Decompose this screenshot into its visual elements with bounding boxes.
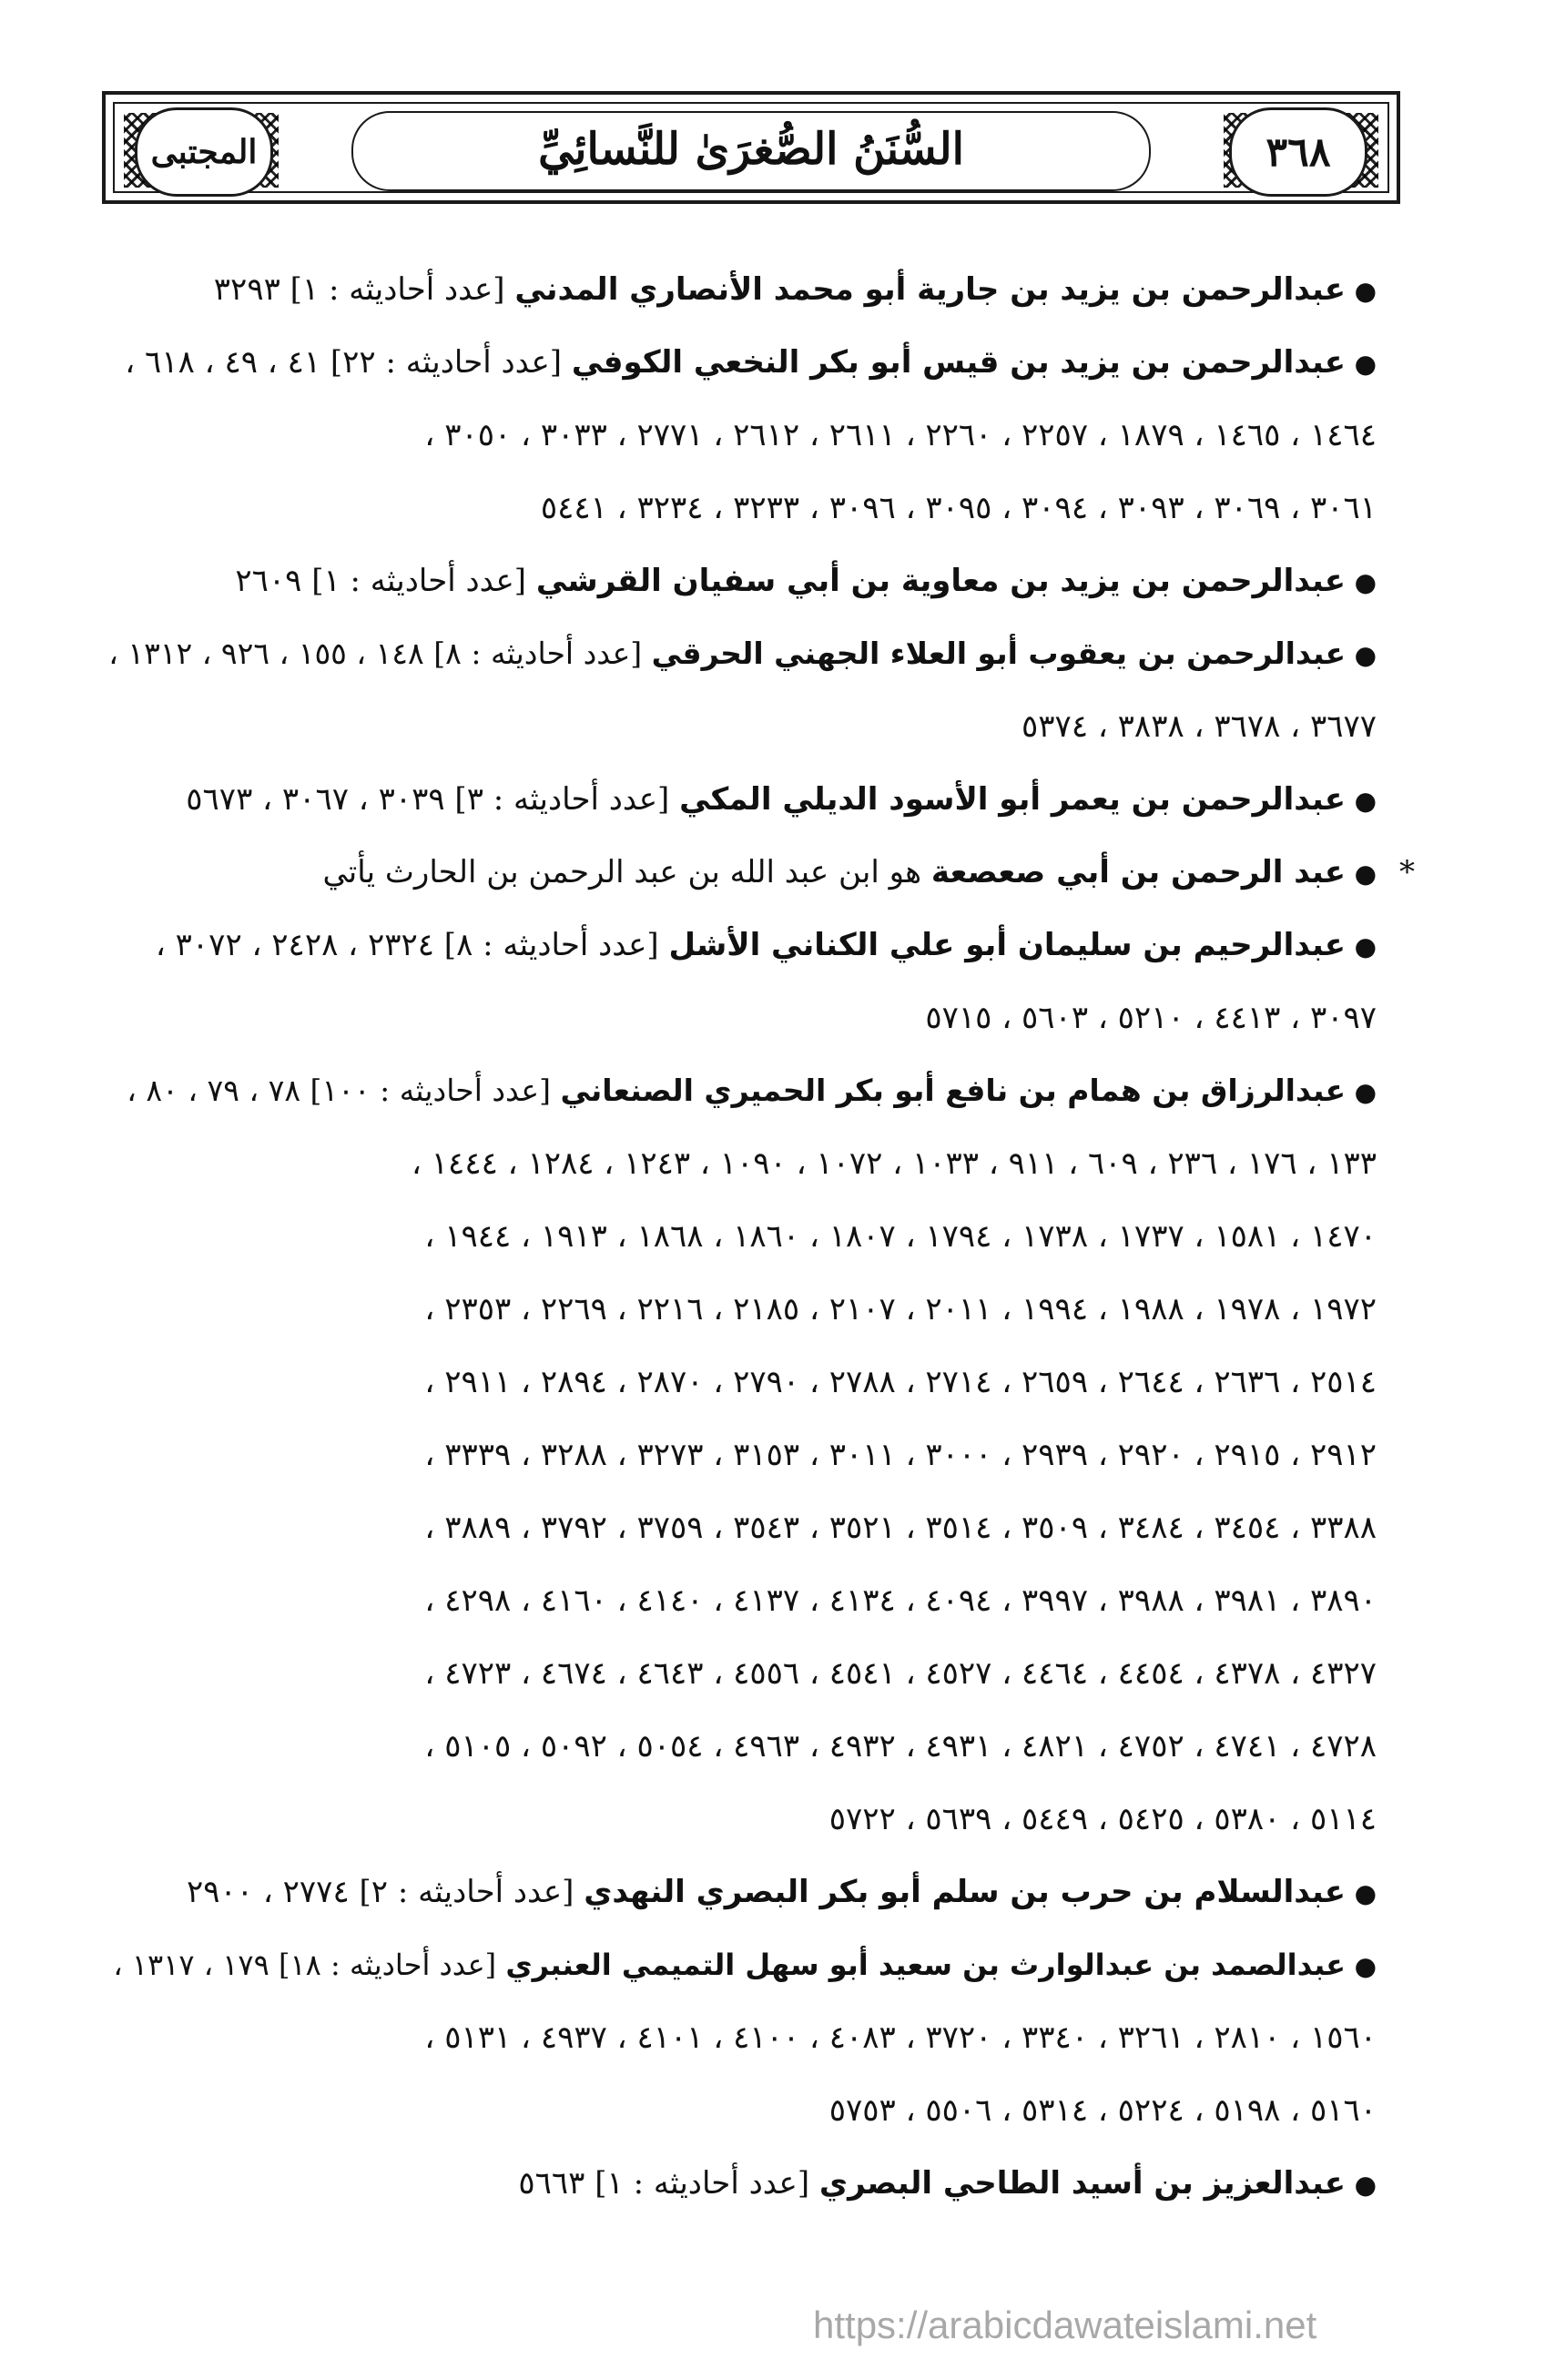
index-entry — [102, 617, 1377, 763]
entry-line — [102, 2147, 1377, 2220]
hadith-references: هو ابن عبد الله بن عبد الرحمن بن الحارث يأتي — [322, 854, 931, 890]
hadith-numbers-line: ٥١١٤ ، ٥٣٨٠ ، ٥٤٢٥ ، ٥٤٤٩ ، ٥٦٣٩ ، ٥٧٢٢ — [828, 1801, 1377, 1837]
hadith-numbers-line: ١٤٦٤ ، ١٤٦٥ ، ١٨٧٩ ، ٢٢٥٧ ، ٢٢٦٠ ، ٢٦١١ ، ٢٦١٢ ، ٢٧٧١ ، ٣٠٣٣ ، ٣٠٥٠ ، — [424, 417, 1377, 453]
page-number: ٣٦٨ — [1229, 107, 1367, 197]
index-entry — [102, 1856, 1377, 1928]
entry-line — [102, 763, 1377, 836]
asterisk-marker: * — [1399, 854, 1415, 890]
hadith-numbers-line: ٣٠٦١ ، ٣٠٦٩ ، ٣٠٩٣ ، ٣٠٩٤ ، ٣٠٩٥ ، ٣٠٩٦ ، ٣٢٣٣ ، ٣٢٣٤ ، ٥٤٤١ — [540, 490, 1377, 526]
hadith-references: [عدد أحاديثه : ٨] ٢٣٢٤ ، ٢٤٢٨ ، ٣٠٧٢ ، — [155, 927, 669, 963]
page-header — [102, 91, 1400, 204]
header-frame — [113, 102, 1389, 193]
narrator-name: عبدالرحمن بن يزيد بن معاوية بن أبي سفيان القرشي — [535, 563, 1346, 599]
entry-line — [102, 544, 1377, 617]
index-entry — [102, 253, 1377, 326]
entry-line — [102, 1856, 1377, 1928]
hadith-references: [عدد أحاديثه : ٨] ١٤٨ ، ١٥٥ ، ٩٢٦ ، ١٣١٢ ، — [108, 636, 652, 671]
narrator-name: عبدالسلام بن حرب بن سلم أبو بكر البصري النهدي — [584, 1874, 1346, 1910]
hadith-numbers-line: ٣٣٨٨ ، ٣٤٥٤ ، ٣٤٨٤ ، ٣٥٠٩ ، ٣٥١٤ ، ٣٥٢١ ، ٣٥٤٣ ، ٣٧٥٩ ، ٣٧٩٢ ، ٣٨٨٩ ، — [424, 1510, 1377, 1546]
narrator-name: عبدالرحمن بن يعقوب أبو العلاء الجهني الحرقي — [651, 636, 1346, 671]
hadith-references: [عدد أحاديثه : ١٠٠] ٧٨ ، ٧٩ ، ٨٠ ، — [127, 1073, 561, 1108]
entry-line — [102, 909, 1377, 981]
bullet-icon: ● — [1354, 349, 1377, 379]
narrator-name: عبدالرحمن بن يزيد بن قيس أبو بكر النخعي الكوفي — [571, 344, 1346, 381]
hadith-numbers-line: ٣٠٩٧ ، ٤٤١٣ ، ٥٢١٠ ، ٥٦٠٣ ، ٥٧١٥ — [925, 1000, 1377, 1036]
hadith-references: [عدد أحاديثه : ١٨] ١٧٩ ، ١٣١٧ ، — [113, 1948, 506, 1982]
hadith-numbers-line: ٤٣٢٧ ، ٤٣٧٨ ، ٤٤٥٤ ، ٤٤٦٤ ، ٤٥٢٧ ، ٤٥٤١ ، ٤٥٥٦ ، ٤٦٤٣ ، ٤٦٧٤ ، ٤٧٢٣ ، — [424, 1655, 1377, 1692]
narrator-name: عبدالرحمن بن يزيد بن جارية أبو محمد الأنصاري المدني — [514, 271, 1346, 308]
book-logo: المجتبى — [135, 107, 273, 197]
narrator-name: عبدالصمد بن عبدالوارث بن سعيد أبو سهل التميمي العنبري — [505, 1948, 1346, 1982]
index-entry — [102, 836, 1415, 909]
entry-line — [102, 253, 1377, 326]
index-entry — [102, 326, 1377, 544]
hadith-numbers-line: ١٣٣ ، ١٧٦ ، ٢٣٦ ، ٦٠٩ ، ٩١١ ، ١٠٣٣ ، ١٠٧٢ ، ١٠٩٠ ، ١٢٤٣ ، ١٢٨٤ ، ١٤٤٤ ، — [412, 1145, 1377, 1182]
hadith-numbers-line: ٣٨٩٠ ، ٣٩٨١ ، ٣٩٨٨ ، ٣٩٩٧ ، ٤٠٩٤ ، ٤١٣٤ ، ٤١٣٧ ، ٤١٤٠ ، ٤١٦٠ ، ٤٢٩٨ ، — [424, 1582, 1377, 1619]
book-title: السُّنَنُ الصُّغرَىٰ للنَّسائِيِّ — [538, 124, 964, 175]
hadith-references: [عدد أحاديثه : ٣] ٣٠٣٩ ، ٣٠٦٧ ، ٥٦٧٣ — [186, 781, 680, 818]
narrator-name: عبدالرحيم بن سليمان أبو علي الكناني الأشل — [668, 927, 1346, 963]
narrator-name: عبدالرزاق بن همام بن نافع أبو بكر الحميري الصنعاني — [560, 1073, 1346, 1108]
bullet-icon: ● — [1354, 786, 1377, 816]
hadith-numbers-line: ١٩٧٢ ، ١٩٧٨ ، ١٩٨٨ ، ١٩٩٤ ، ٢٠١١ ، ٢١٠٧ ، ٢١٨٥ ، ٢٢١٦ ، ٢٢٦٩ ، ٢٣٥٣ ، — [424, 1291, 1377, 1327]
bullet-icon: ● — [1354, 640, 1377, 670]
hadith-numbers-line: ٢٥١٤ ، ٢٦٣٦ ، ٢٦٤٤ ، ٢٦٥٩ ، ٢٧١٤ ، ٢٧٨٨ ، ٢٧٩٠ ، ٢٨٧٠ ، ٢٨٩٤ ، ٢٩١١ ، — [424, 1364, 1377, 1400]
narrator-name: عبد الرحمن بن أبي صعصعة — [930, 854, 1346, 890]
narrator-name: عبدالعزيز بن أسيد الطاحي البصري — [818, 2165, 1346, 2202]
hadith-references: [عدد أحاديثه : ١] ٢٦٠٩ — [235, 563, 536, 599]
hadith-references: [عدد أحاديثه : ٢] ٢٧٧٤ ، ٢٩٠٠ — [187, 1874, 584, 1910]
hadith-references: [عدد أحاديثه : ١] ٣٢٩٣ — [213, 271, 515, 308]
hadith-numbers-line: ٤٧٢٨ ، ٤٧٤١ ، ٤٧٥٢ ، ٤٨٢١ ، ٤٩٣١ ، ٤٩٣٢ ، ٤٩٦٣ ، ٥٠٥٤ ، ٥٠٩٢ ، ٥١٠٥ ، — [424, 1728, 1377, 1765]
index-entry — [102, 1054, 1377, 1856]
bullet-icon: ● — [1354, 931, 1377, 961]
bullet-icon: ● — [1354, 1077, 1377, 1107]
bullet-icon: ● — [1354, 2170, 1377, 2200]
bullet-icon: ● — [1354, 276, 1377, 306]
entry-line — [102, 836, 1415, 909]
hadith-numbers-line: ١٤٧٠ ، ١٥٨١ ، ١٧٣٧ ، ١٧٣٨ ، ١٧٩٤ ، ١٨٠٧ ، ١٨٦٠ ، ١٨٦٨ ، ١٩١٣ ، ١٩٤٤ ، — [424, 1218, 1377, 1255]
index-entry — [102, 909, 1377, 1054]
hadith-numbers-line: ٥١٦٠ ، ٥١٩٨ ، ٥٢٢٤ ، ٥٣١٤ ، ٥٥٠٦ ، ٥٧٥٣ — [828, 2092, 1377, 2129]
index-entry — [102, 763, 1377, 836]
bullet-icon: ● — [1354, 859, 1377, 889]
entry-line — [102, 1054, 1377, 1127]
hadith-references: [عدد أحاديثه : ١] ٥٦٦٣ — [518, 2165, 819, 2202]
hadith-numbers-line: ٣٦٧٧ ، ٣٦٧٨ ، ٣٨٣٨ ، ٥٣٧٤ — [1022, 708, 1377, 745]
hadith-numbers-line: ١٥٦٠ ، ٢٨١٠ ، ٣٢٦١ ، ٣٣٤٠ ، ٣٧٢٠ ، ٤٠٨٣ ، ٤١٠٠ ، ٤١٠١ ، ٤٩٣٧ ، ٥١٣١ ، — [424, 2019, 1377, 2056]
bullet-icon: ● — [1354, 567, 1377, 597]
hadith-numbers-line: ٢٩١٢ ، ٢٩١٥ ، ٢٩٢٠ ، ٢٩٣٩ ، ٣٠٠٠ ، ٣٠١١ ، ٣١٥٣ ، ٣٢٧٣ ، ٣٢٨٨ ، ٣٣٣٩ ، — [424, 1437, 1377, 1473]
hadith-references: [عدد أحاديثه : ٢٢] ٤١ ، ٤٩ ، ٦١٨ ، — [125, 344, 572, 381]
narrator-index — [102, 253, 1415, 2220]
index-entry — [102, 544, 1377, 617]
entry-line — [102, 617, 1377, 690]
watermark-url: https://arabicdawateislami.net — [813, 2304, 1317, 2346]
narrator-name: عبدالرحمن بن يعمر أبو الأسود الديلي المكي — [679, 781, 1346, 818]
bullet-icon: ● — [1354, 1951, 1377, 1981]
index-entry — [102, 2147, 1377, 2220]
index-entry — [102, 1928, 1377, 2147]
bullet-icon: ● — [1354, 1878, 1377, 1908]
entry-line — [102, 326, 1377, 399]
entry-line — [102, 1928, 1377, 2001]
